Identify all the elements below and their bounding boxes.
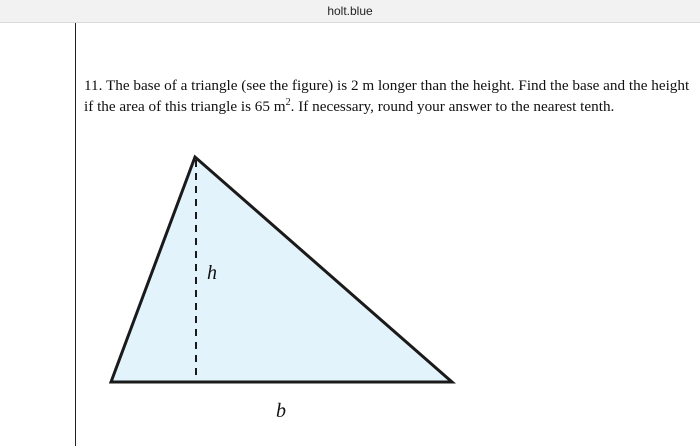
problem-text-after: . If necessary, round your answer to the nearest tenth. xyxy=(290,98,615,115)
base-label: b xyxy=(276,400,286,422)
area-unit-exponent: 2 xyxy=(285,96,291,108)
triangle-figure xyxy=(0,23,700,446)
browser-address-bar[interactable] xyxy=(0,0,700,23)
page-content xyxy=(0,23,700,446)
problem-text-before: 11. The base of a triangle (see the figure) is 2 m longer than the height. Find the base and the height if the area of this triangle is 65 m xyxy=(84,77,690,115)
height-label: h xyxy=(207,262,217,284)
triangle-shape xyxy=(111,157,452,382)
url-text: holt.blue xyxy=(327,4,373,18)
